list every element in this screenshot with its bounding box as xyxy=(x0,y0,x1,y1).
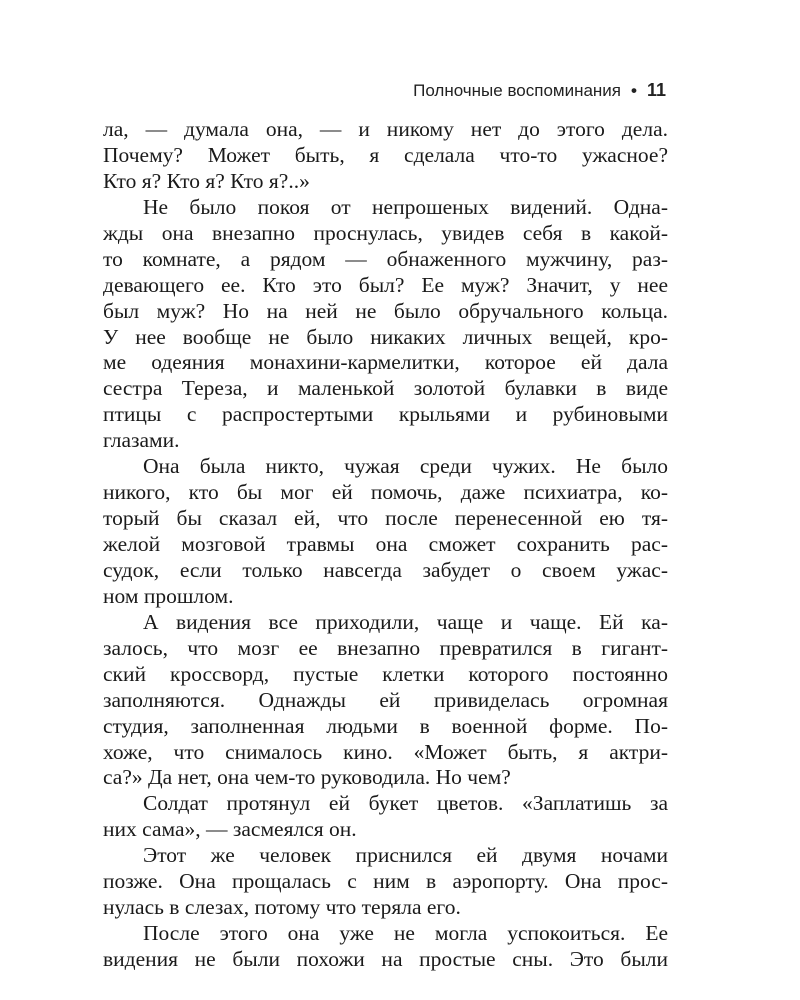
text-line: жды она внезапно проснулась, увидев себя в какой- xyxy=(103,220,668,245)
running-header xyxy=(413,80,666,101)
text-line: заполняются. Однажды ей привиделась огромная xyxy=(103,687,668,712)
text-line: птицы с распростертыми крыльями и рубиновыми xyxy=(103,402,668,427)
text-line: са?» Да нет, она чем-то руководила. Но чем? xyxy=(103,765,511,790)
text-line: нулась в слезах, потому что теряла его. xyxy=(103,895,461,920)
body-text xyxy=(103,117,668,973)
text-line: Этот же человек приснился ей двумя ночами xyxy=(143,843,668,868)
text-line: ский кроссворд, пустые клетки которого постоянно xyxy=(103,661,668,686)
text-line: А видения все приходили, чаще и чаще. Ей ка- xyxy=(143,609,668,634)
text-line: видения не были похожи на простые сны. Это были xyxy=(103,947,668,971)
header-separator: • xyxy=(631,81,637,100)
text-line: был муж? Но на ней не было обручального кольца. xyxy=(103,298,668,323)
text-line: сестра Тереза, и маленькой золотой булавки в виде xyxy=(103,376,668,401)
text-line: желой мозговой травмы она сможет сохранить рас- xyxy=(103,532,668,556)
text-line: торый бы сказал ей, что после перенесенной ею тя- xyxy=(103,506,668,531)
text-line: Солдат протянул ей букет цветов. «Заплатишь за xyxy=(143,791,668,816)
text-line: позже. Она прощалась с ним в аэропорту. Она прос- xyxy=(103,869,668,894)
page-number: 11 xyxy=(646,80,666,100)
text-line: студия, заполненная людьми в военной форме. По- xyxy=(103,713,668,738)
text-line: После этого она уже не могла успокоиться. Ее xyxy=(143,921,668,946)
text-line: Почему? Может быть, я сделала что-то ужасное? xyxy=(103,142,668,167)
text-line: Кто я? Кто я? Кто я?..» xyxy=(103,168,310,193)
text-line: У нее вообще не было никаких личных вещей, кро- xyxy=(103,324,668,349)
text-line: ла, — думала она, — и никому нет до этого дела. xyxy=(103,117,668,141)
text-line: то комнате, а рядом — обнаженного мужчину, раз- xyxy=(103,246,668,271)
text-line: судок, если только навсегда забудет о своем ужас- xyxy=(103,557,668,582)
text-line: Не было покоя от непрошеных видений. Одна- xyxy=(143,194,668,219)
text-line: девающего ее. Кто это был? Ее муж? Значит, у нее xyxy=(103,272,668,297)
text-line: залось, что мозг ее внезапно превратился в гигант- xyxy=(103,635,668,660)
text-line: ном прошлом. xyxy=(103,583,234,608)
text-line: хоже, что снималось кино. «Может быть, я актри- xyxy=(103,739,668,764)
book-title: Полночные воспоминания xyxy=(413,81,622,100)
text-line: них сама», — засмеялся он. xyxy=(103,817,357,842)
text-line: глазами. xyxy=(103,428,180,453)
text-line: Она была никто, чужая среди чужих. Не было xyxy=(143,454,668,479)
text-line: никого, кто бы мог ей помочь, даже психиатра, ко- xyxy=(103,480,668,505)
text-line: ме одеяния монахини-кармелитки, которое ей дала xyxy=(103,350,668,375)
